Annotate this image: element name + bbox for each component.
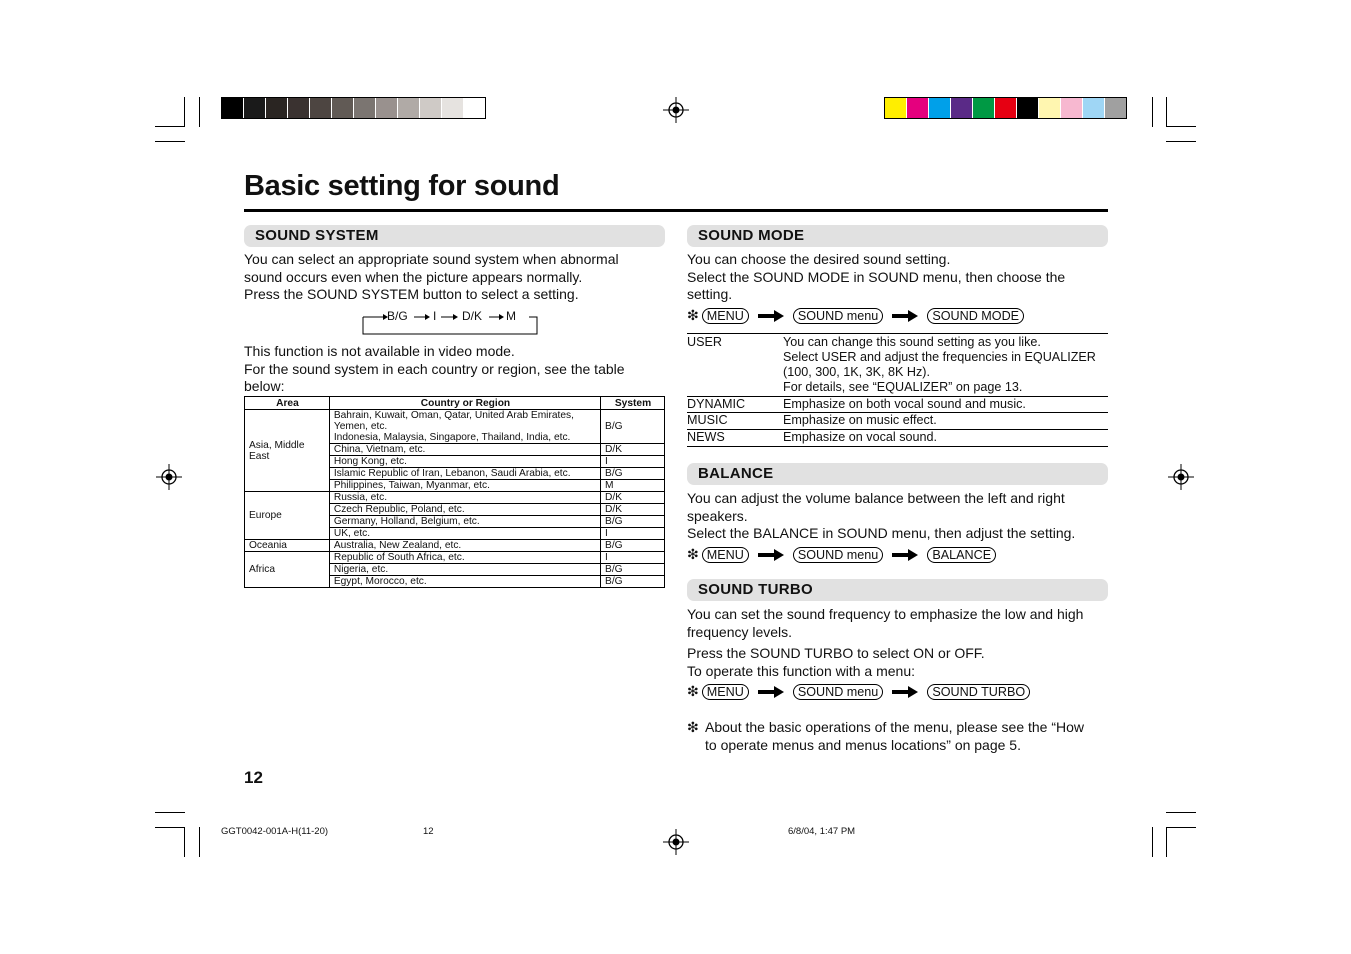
- star-icon: ❇: [687, 683, 699, 699]
- gray-swatch: [442, 98, 464, 118]
- star-icon: ❇: [687, 719, 699, 735]
- sound-turbo-press: Press the SOUND TURBO to select ON or OFF. To operate this function with a menu:: [687, 645, 985, 679]
- region-cell: Philippines, Taiwan, Myanmar, etc.: [329, 480, 600, 492]
- title-rule: [244, 209, 1108, 212]
- color-swatch: [995, 98, 1017, 118]
- system-cell: B/G: [601, 576, 665, 588]
- balance-intro: You can adjust the volume balance between the left and right speakers. Select the BALANCE in SOUND menu, then adjust the setting.: [687, 490, 1076, 541]
- area-cell: Europe: [245, 492, 330, 540]
- system-cell: I: [601, 528, 665, 540]
- gray-swatch: [310, 98, 332, 118]
- gray-swatch: [332, 98, 354, 118]
- menu-key: MENU: [702, 308, 749, 324]
- registration-mark-icon: [156, 464, 182, 490]
- gray-swatch: [288, 98, 310, 118]
- cycle-item: M: [506, 309, 516, 323]
- mode-table-rule: [687, 446, 1108, 447]
- process-color-bar: [884, 97, 1127, 119]
- balance-heading: BALANCE: [687, 463, 1108, 485]
- color-swatch: [1039, 98, 1061, 118]
- page-number: 12: [244, 768, 263, 787]
- menu-key: MENU: [702, 547, 749, 563]
- right-arrow-icon: [892, 686, 918, 698]
- registration-mark-icon: [1168, 464, 1194, 490]
- mode-name: NEWS: [687, 430, 725, 444]
- system-cell: B/G: [601, 410, 665, 444]
- system-cell: B/G: [601, 540, 665, 552]
- color-swatch: [1017, 98, 1039, 118]
- cycle-item: D/K: [462, 309, 483, 323]
- system-cell: I: [601, 552, 665, 564]
- menu-key: SOUND MODE: [927, 308, 1024, 324]
- sound-mode-intro: You can choose the desired sound setting. Select the SOUND MODE in SOUND menu, then choose the setting.: [687, 251, 1066, 302]
- table-row: [245, 540, 665, 552]
- table-row: [245, 552, 665, 564]
- sound-system-intro: You can select an appropriate sound system when abnormal sound occurs even when the picture appears normally. Press the SOUND SYSTEM button to select a setting.: [244, 251, 619, 302]
- mode-name: MUSIC: [687, 413, 728, 427]
- registration-mark-icon: [663, 97, 689, 123]
- column-header: System: [601, 397, 665, 410]
- color-swatch: [885, 98, 907, 118]
- table-row: [245, 410, 665, 444]
- right-arrow-icon: [758, 549, 784, 561]
- mode-name: USER: [687, 335, 722, 349]
- region-cell: Germany, Holland, Belgium, etc.: [329, 516, 600, 528]
- region-cell: Hong Kong, etc.: [329, 456, 600, 468]
- system-cell: D/K: [601, 444, 665, 456]
- mode-table-rule: [687, 333, 1108, 334]
- sound-system-note: This function is not available in video mode. For the sound system in each country or region, see the table below:: [244, 343, 625, 394]
- menu-key: SOUND menu: [793, 547, 883, 563]
- footer-page: 12: [423, 826, 434, 837]
- cycle-item: I: [433, 309, 437, 323]
- sound-mode-heading: SOUND MODE: [687, 225, 1108, 247]
- sound-system-table: [244, 396, 665, 588]
- color-swatch: [907, 98, 929, 118]
- balance-menu-path: [687, 546, 996, 563]
- footer-code: GGT0042-001A-H(11-20): [221, 826, 329, 837]
- right-arrow-icon: [758, 310, 784, 322]
- sound-turbo-menu-path: [687, 683, 1030, 700]
- system-cell: B/G: [601, 468, 665, 480]
- region-cell: Islamic Republic of Iran, Lebanon, Saudi Arabia, etc.: [329, 468, 600, 480]
- registration-mark-icon: [663, 829, 689, 855]
- color-swatch: [973, 98, 995, 118]
- page-title: Basic setting for sound: [244, 170, 560, 202]
- region-cell: Russia, etc.: [329, 492, 600, 504]
- system-cell: D/K: [601, 492, 665, 504]
- region-cell: China, Vietnam, etc.: [329, 444, 600, 456]
- region-cell: Czech Republic, Poland, etc.: [329, 504, 600, 516]
- gray-swatch: [376, 98, 398, 118]
- gray-swatch: [354, 98, 376, 118]
- system-cell: I: [601, 456, 665, 468]
- sound-mode-menu-path: [687, 307, 1024, 324]
- color-swatch: [951, 98, 973, 118]
- footer-date: 6/8/04, 1:47 PM: [788, 826, 856, 837]
- sound-turbo-heading: SOUND TURBO: [687, 579, 1108, 601]
- grayscale-color-bar: [221, 97, 486, 119]
- right-arrow-icon: [892, 549, 918, 561]
- area-cell: Oceania: [245, 540, 330, 552]
- color-swatch: [1105, 98, 1126, 118]
- region-cell: Egypt, Morocco, etc.: [329, 576, 600, 588]
- system-cell: D/K: [601, 504, 665, 516]
- table-row: [245, 492, 665, 504]
- menu-key: SOUND TURBO: [927, 684, 1030, 700]
- system-cell: B/G: [601, 516, 665, 528]
- menu-key: MENU: [702, 684, 749, 700]
- color-swatch: [929, 98, 951, 118]
- gray-swatch: [266, 98, 288, 118]
- gray-swatch: [420, 98, 442, 118]
- sound-turbo-intro: You can set the sound frequency to emphasize the low and high frequency levels.: [687, 606, 1084, 640]
- system-cell: B/G: [601, 564, 665, 576]
- mode-name: DYNAMIC: [687, 397, 746, 411]
- footnote: ❇ About the basic operations of the menu, please see the “How to operate menus and menus locations” on page 5.: [687, 719, 1085, 753]
- gray-swatch: [464, 98, 485, 118]
- right-arrow-icon: [892, 310, 918, 322]
- column-header: Country or Region: [329, 397, 600, 410]
- region-cell: Nigeria, etc.: [329, 564, 600, 576]
- sound-system-heading: SOUND SYSTEM: [244, 225, 665, 247]
- area-cell: Asia, Middle East: [245, 410, 330, 492]
- gray-swatch: [398, 98, 420, 118]
- gray-swatch: [222, 98, 244, 118]
- menu-key: BALANCE: [927, 547, 996, 563]
- menu-key: SOUND menu: [793, 684, 883, 700]
- system-cell: M: [601, 480, 665, 492]
- color-swatch: [1061, 98, 1083, 118]
- region-cell: UK, etc.: [329, 528, 600, 540]
- cycle-item: B/G: [387, 309, 408, 323]
- region-cell: Republic of South Africa, etc.: [329, 552, 600, 564]
- area-cell: Africa: [245, 552, 330, 588]
- sound-system-cycle-diagram: [361, 308, 539, 336]
- star-icon: ❇: [687, 546, 699, 562]
- menu-key: SOUND menu: [793, 308, 883, 324]
- region-cell: Australia, New Zealand, etc.: [329, 540, 600, 552]
- gray-swatch: [244, 98, 266, 118]
- region-cell: Bahrain, Kuwait, Oman, Qatar, United Arab Emirates, Yemen, etc. Indonesia, Malaysia, Singapore, Thailand, India, etc.: [329, 410, 600, 444]
- star-icon: ❇: [687, 307, 699, 323]
- right-arrow-icon: [758, 686, 784, 698]
- color-swatch: [1083, 98, 1105, 118]
- column-header: Area: [245, 397, 330, 410]
